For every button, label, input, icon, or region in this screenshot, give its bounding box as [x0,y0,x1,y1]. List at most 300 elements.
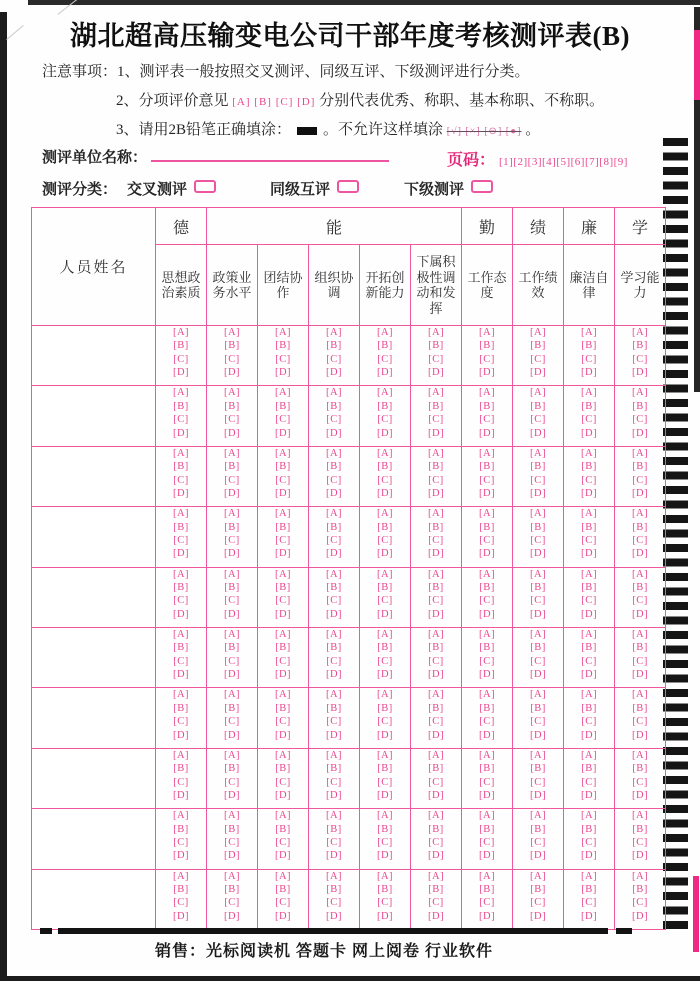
option-bubble[interactable]: [D] [581,669,598,681]
option-bubble[interactable]: [D] [530,488,547,499]
option-bubble[interactable]: [B] [326,883,342,895]
option-bubble[interactable]: [D] [632,488,649,499]
option-bubble[interactable]: [C] [530,776,546,788]
option-bubble[interactable]: [C] [581,716,597,728]
option-bubble[interactable]: [C] [326,595,342,607]
option-bubble[interactable]: [A] [325,508,343,520]
option-bubble[interactable]: [D] [325,548,343,560]
option-bubble[interactable]: [B] [632,521,648,533]
option-bubble[interactable]: [D] [325,850,343,862]
option-bubble[interactable]: [B] [530,702,546,714]
option-bubble[interactable]: [A] [479,628,496,640]
option-bubble[interactable]: [B] [479,340,495,352]
option-bubble[interactable]: [A] [427,810,445,822]
option-bubble[interactable]: [A] [325,568,343,580]
option-bubble[interactable]: [A] [632,689,649,701]
option-bubble[interactable]: [C] [581,897,597,909]
option-bubble[interactable]: [A] [274,568,292,580]
option-bubble[interactable]: [C] [428,534,444,546]
option-bubble[interactable]: [A] [427,387,445,399]
option-bubble[interactable]: [C] [173,353,189,365]
option-bubble[interactable]: [A] [376,810,394,822]
option-bubble[interactable]: [D] [325,669,343,681]
option-bubble[interactable]: [B] [632,763,648,775]
option-bubble[interactable]: [A] [274,387,292,399]
option-bubble[interactable]: [C] [428,897,444,909]
option-bubble[interactable]: [B] [428,461,444,473]
option-bubble[interactable]: [D] [632,910,649,922]
option-bubble[interactable]: [D] [530,608,547,620]
option-bubble[interactable]: [B] [530,883,546,895]
option-bubble[interactable]: [D] [479,367,496,379]
option-bubble[interactable]: [D] [274,729,292,741]
option-bubble[interactable]: [D] [581,789,598,801]
option-bubble[interactable]: [B] [479,642,495,654]
option-bubble[interactable]: [C] [173,897,189,909]
option-bubble[interactable]: [B] [224,883,240,895]
option-bubble[interactable]: [B] [326,461,342,473]
option-bubble[interactable]: [C] [326,534,342,546]
option-bubble[interactable]: [B] [377,581,393,593]
option-bubble[interactable]: [B] [173,581,189,593]
option-bubble[interactable]: [A] [581,689,598,701]
option-bubble[interactable]: [D] [427,669,445,681]
option-bubble[interactable]: [B] [377,702,393,714]
option-bubble[interactable]: [B] [428,702,444,714]
option-bubble[interactable]: [C] [326,414,342,426]
option-bubble[interactable]: [C] [275,414,291,426]
option-bubble[interactable]: [C] [173,414,189,426]
option-bubble[interactable]: [C] [530,595,546,607]
option-bubble[interactable]: [D] [274,789,292,801]
option-bubble[interactable]: [A] [172,508,190,520]
option-bubble[interactable]: [A] [274,810,292,822]
option-bubble[interactable]: [D] [223,850,241,862]
option-bubble[interactable]: [C] [479,716,495,728]
page-number-bubbles[interactable]: [1][2][3][4][5][6][7][8][9] [499,156,628,168]
unit-name-input-line[interactable] [151,142,389,162]
option-bubble[interactable]: [A] [223,749,241,761]
option-bubble[interactable]: [D] [274,669,292,681]
option-bubble[interactable]: [C] [173,776,189,788]
option-bubble[interactable]: [B] [224,702,240,714]
option-bubble[interactable]: [B] [479,400,495,412]
option-bubble[interactable]: [A] [530,447,547,459]
option-bubble[interactable]: [D] [172,488,190,499]
option-bubble[interactable]: [A] [172,387,190,399]
option-bubble[interactable]: [D] [274,608,292,620]
option-bubble[interactable]: [A] [172,628,190,640]
option-bubble[interactable]: [C] [173,716,189,728]
option-bubble[interactable]: [D] [479,608,496,620]
option-bubble[interactable]: [A] [172,810,190,822]
option-bubble[interactable]: [B] [479,581,495,593]
option-bubble[interactable]: [B] [632,340,648,352]
option-bubble[interactable]: [D] [172,548,190,560]
option-bubble[interactable]: [D] [479,548,496,560]
option-bubble[interactable]: [B] [173,642,189,654]
option-bubble[interactable]: [B] [173,823,189,835]
option-bubble[interactable]: [B] [377,340,393,352]
option-bubble[interactable]: [D] [530,850,547,862]
option-bubble[interactable]: [A] [172,749,190,761]
option-bubble[interactable]: [C] [377,353,393,365]
option-bubble[interactable]: [C] [428,353,444,365]
option-bubble[interactable]: [A] [223,870,241,882]
option-bubble[interactable]: [A] [581,568,598,580]
option-bubble[interactable]: [C] [224,776,240,788]
option-bubble[interactable]: [C] [326,776,342,788]
option-bubble[interactable]: [C] [530,716,546,728]
option-bubble[interactable]: [D] [376,488,394,499]
option-bubble[interactable]: [C] [530,414,546,426]
option-bubble[interactable]: [C] [632,414,648,426]
option-bubble[interactable]: [D] [479,910,496,922]
option-bubble[interactable]: [D] [172,367,190,379]
option-bubble[interactable]: [D] [581,427,598,439]
option-bubble[interactable]: [A] [427,568,445,580]
option-bubble[interactable]: [D] [274,488,292,499]
person-name-cell[interactable] [32,869,156,929]
option-bubble[interactable]: [A] [632,568,649,580]
option-bubble[interactable]: [C] [581,474,597,486]
option-bubble[interactable]: [D] [172,789,190,801]
option-bubble[interactable]: [A] [223,327,241,338]
option-bubble[interactable]: [A] [632,810,649,822]
option-bubble[interactable]: [C] [377,655,393,667]
option-bubble[interactable]: [D] [427,608,445,620]
option-bubble[interactable]: [C] [581,655,597,667]
option-bubble[interactable]: [D] [479,488,496,499]
option-bubble[interactable]: [D] [325,729,343,741]
option-bubble[interactable]: [B] [224,823,240,835]
option-bubble[interactable]: [A] [172,447,190,459]
option-bubble[interactable]: [A] [223,689,241,701]
option-bubble[interactable]: [D] [274,850,292,862]
option-bubble[interactable]: [D] [632,669,649,681]
option-bubble[interactable]: [A] [274,508,292,520]
option-bubble[interactable]: [D] [172,910,190,922]
option-bubble[interactable]: [B] [530,521,546,533]
option-bubble[interactable]: [B] [224,400,240,412]
option-bubble[interactable]: [B] [275,702,291,714]
option-bubble[interactable]: [D] [581,367,598,379]
option-bubble[interactable]: [B] [632,400,648,412]
option-bubble[interactable]: [B] [632,461,648,473]
option-bubble[interactable]: [C] [275,655,291,667]
option-bubble[interactable]: [D] [172,427,190,439]
option-bubble[interactable]: [B] [173,521,189,533]
option-bubble[interactable]: [C] [224,716,240,728]
option-bubble[interactable]: [D] [632,367,649,379]
option-bubble[interactable]: [A] [479,568,496,580]
option-bubble[interactable]: [C] [428,776,444,788]
option-bubble[interactable]: [A] [427,628,445,640]
option-bubble[interactable]: [A] [427,447,445,459]
option-bubble[interactable]: [A] [172,327,190,338]
option-bubble[interactable]: [A] [376,568,394,580]
option-bubble[interactable]: [D] [581,608,598,620]
option-bubble[interactable]: [C] [632,655,648,667]
option-bubble[interactable]: [C] [224,474,240,486]
option-bubble[interactable]: [D] [376,608,394,620]
option-bubble[interactable]: [A] [581,508,598,520]
option-bubble[interactable]: [A] [172,689,190,701]
person-name-cell[interactable] [32,326,156,386]
person-name-cell[interactable] [32,627,156,687]
option-bubble[interactable]: [B] [581,883,597,895]
option-bubble[interactable]: [A] [581,447,598,459]
option-bubble[interactable]: [C] [377,716,393,728]
option-bubble[interactable]: [D] [223,729,241,741]
option-bubble[interactable]: [A] [376,508,394,520]
option-bubble[interactable]: [C] [173,534,189,546]
option-bubble[interactable]: [B] [326,400,342,412]
option-bubble[interactable]: [C] [275,716,291,728]
option-bubble[interactable]: [B] [581,642,597,654]
option-bubble[interactable]: [D] [530,669,547,681]
option-bubble[interactable]: [B] [428,340,444,352]
option-bubble[interactable]: [B] [326,521,342,533]
option-bubble[interactable]: [C] [224,897,240,909]
option-bubble[interactable]: [D] [172,850,190,862]
option-bubble[interactable]: [C] [275,474,291,486]
option-bubble[interactable]: [B] [173,702,189,714]
option-bubble[interactable]: [C] [479,836,495,848]
option-bubble[interactable]: [D] [632,608,649,620]
option-bubble[interactable]: [A] [376,689,394,701]
option-bubble[interactable]: [B] [173,461,189,473]
option-bubble[interactable]: [C] [428,414,444,426]
option-bubble[interactable]: [B] [530,400,546,412]
option-bubble[interactable]: [C] [479,595,495,607]
option-bubble[interactable]: [B] [275,521,291,533]
option-bubble[interactable]: [D] [632,548,649,560]
option-bubble[interactable]: [B] [224,340,240,352]
option-bubble[interactable]: [A] [479,749,496,761]
option-bubble[interactable]: [D] [530,367,547,379]
option-bubble[interactable]: [D] [581,729,598,741]
option-bubble[interactable]: [A] [581,810,598,822]
option-bubble[interactable]: [A] [581,327,598,338]
option-bubble[interactable]: [C] [428,836,444,848]
option-bubble[interactable]: [A] [530,810,547,822]
option-bubble[interactable]: [A] [530,749,547,761]
option-bubble[interactable]: [C] [530,353,546,365]
option-bubble[interactable]: [C] [632,716,648,728]
option-bubble[interactable]: [C] [581,414,597,426]
option-bubble[interactable]: [A] [325,327,343,338]
option-bubble[interactable]: [C] [632,595,648,607]
option-bubble[interactable]: [C] [632,897,648,909]
option-bubble[interactable]: [B] [479,702,495,714]
option-bubble[interactable]: [B] [581,763,597,775]
option-bubble[interactable]: [A] [479,810,496,822]
option-bubble[interactable]: [B] [224,581,240,593]
option-bubble[interactable]: [B] [632,883,648,895]
option-bubble[interactable]: [D] [274,427,292,439]
option-bubble[interactable]: [D] [325,789,343,801]
option-bubble[interactable]: [C] [377,776,393,788]
option-bubble[interactable]: [A] [632,870,649,882]
option-bubble[interactable]: [D] [632,427,649,439]
option-bubble[interactable]: [B] [326,642,342,654]
option-bubble[interactable]: [C] [377,595,393,607]
option-bubble[interactable]: [D] [479,789,496,801]
option-bubble[interactable]: [C] [428,474,444,486]
option-bubble[interactable]: [A] [376,749,394,761]
option-bubble[interactable]: [A] [223,568,241,580]
option-bubble[interactable]: [D] [376,548,394,560]
option-bubble[interactable]: [D] [325,608,343,620]
option-bubble[interactable]: [A] [325,387,343,399]
option-bubble[interactable]: [D] [427,367,445,379]
option-bubble[interactable]: [B] [224,642,240,654]
option-bubble[interactable]: [D] [530,729,547,741]
option-bubble[interactable]: [A] [223,387,241,399]
option-bubble[interactable]: [C] [326,716,342,728]
option-bubble[interactable]: [D] [427,910,445,922]
option-bubble[interactable]: [B] [428,642,444,654]
option-bubble[interactable]: [B] [581,823,597,835]
option-bubble[interactable]: [B] [632,702,648,714]
option-bubble[interactable]: [C] [581,595,597,607]
option-bubble[interactable]: [D] [427,850,445,862]
option-bubble[interactable]: [D] [223,789,241,801]
option-bubble[interactable]: [D] [376,367,394,379]
option-bubble[interactable]: [C] [428,716,444,728]
option-bubble[interactable]: [C] [530,534,546,546]
option-bubble[interactable]: [B] [326,340,342,352]
option-bubble[interactable]: [C] [326,836,342,848]
option-bubble[interactable]: [B] [428,581,444,593]
option-bubble[interactable]: [C] [581,534,597,546]
option-bubble[interactable]: [B] [530,823,546,835]
option-bubble[interactable]: [D] [376,850,394,862]
option-bubble[interactable]: [A] [274,689,292,701]
option-bubble[interactable]: [A] [325,810,343,822]
option-bubble[interactable]: [A] [530,870,547,882]
option-bubble[interactable]: [B] [581,581,597,593]
option-bubble[interactable]: [C] [224,595,240,607]
option-bubble[interactable]: [A] [479,447,496,459]
option-bubble[interactable]: [C] [479,414,495,426]
option-bubble[interactable]: [D] [223,548,241,560]
category-subordinate-eval-checkbox[interactable] [471,180,493,193]
option-bubble[interactable]: [C] [275,836,291,848]
option-bubble[interactable]: [A] [427,870,445,882]
option-bubble[interactable]: [A] [427,689,445,701]
option-bubble[interactable]: [A] [632,447,649,459]
option-bubble[interactable]: [C] [530,655,546,667]
option-bubble[interactable]: [C] [581,353,597,365]
option-bubble[interactable]: [A] [376,327,394,338]
option-bubble[interactable]: [A] [223,810,241,822]
option-bubble[interactable]: [C] [479,474,495,486]
option-bubble[interactable]: [D] [223,910,241,922]
option-bubble[interactable]: [A] [376,870,394,882]
option-bubble[interactable]: [B] [479,883,495,895]
option-bubble[interactable]: [D] [427,729,445,741]
option-bubble[interactable]: [D] [223,669,241,681]
person-name-cell[interactable] [32,567,156,627]
option-bubble[interactable]: [C] [173,595,189,607]
category-cross-eval-checkbox[interactable] [194,180,216,193]
option-bubble[interactable]: [C] [377,836,393,848]
person-name-cell[interactable] [32,446,156,506]
option-bubble[interactable]: [A] [172,568,190,580]
option-bubble[interactable]: [B] [581,340,597,352]
option-bubble[interactable]: [D] [223,608,241,620]
option-bubble[interactable]: [B] [581,702,597,714]
option-bubble[interactable]: [B] [326,702,342,714]
option-bubble[interactable]: [C] [632,474,648,486]
option-bubble[interactable]: [A] [427,327,445,338]
option-bubble[interactable]: [B] [173,883,189,895]
option-bubble[interactable]: [C] [377,897,393,909]
option-bubble[interactable]: [C] [275,776,291,788]
option-bubble[interactable]: [C] [224,836,240,848]
option-bubble[interactable]: [D] [376,789,394,801]
option-bubble[interactable]: [C] [377,534,393,546]
option-bubble[interactable]: [D] [530,910,547,922]
option-bubble[interactable]: [D] [427,427,445,439]
option-bubble[interactable]: [A] [530,568,547,580]
option-bubble[interactable]: [B] [224,521,240,533]
option-bubble[interactable]: [A] [223,447,241,459]
option-bubble[interactable]: [D] [427,488,445,499]
option-bubble[interactable]: [B] [530,461,546,473]
option-bubble[interactable]: [B] [326,823,342,835]
option-bubble[interactable]: [C] [479,353,495,365]
option-bubble[interactable]: [D] [479,850,496,862]
option-bubble[interactable]: [B] [326,581,342,593]
option-bubble[interactable]: [B] [173,400,189,412]
option-bubble[interactable]: [D] [172,669,190,681]
option-bubble[interactable]: [B] [530,581,546,593]
option-bubble[interactable]: [D] [581,910,598,922]
option-bubble[interactable]: [D] [427,548,445,560]
option-bubble[interactable]: [C] [581,836,597,848]
person-name-cell[interactable] [32,809,156,869]
option-bubble[interactable]: [D] [172,608,190,620]
option-bubble[interactable]: [D] [376,669,394,681]
option-bubble[interactable]: [D] [479,427,496,439]
option-bubble[interactable]: [A] [427,749,445,761]
option-bubble[interactable]: [B] [581,521,597,533]
option-bubble[interactable]: [D] [325,488,343,499]
option-bubble[interactable]: [D] [530,789,547,801]
option-bubble[interactable]: [D] [325,910,343,922]
option-bubble[interactable]: [B] [377,763,393,775]
option-bubble[interactable]: [D] [223,427,241,439]
option-bubble[interactable]: [D] [581,488,598,499]
option-bubble[interactable]: [A] [479,508,496,520]
option-bubble[interactable]: [A] [479,327,496,338]
option-bubble[interactable]: [B] [428,400,444,412]
person-name-cell[interactable] [32,386,156,446]
option-bubble[interactable]: [C] [530,836,546,848]
option-bubble[interactable]: [A] [274,447,292,459]
option-bubble[interactable]: [A] [223,508,241,520]
option-bubble[interactable]: [C] [479,776,495,788]
option-bubble[interactable]: [A] [530,508,547,520]
option-bubble[interactable]: [D] [479,669,496,681]
option-bubble[interactable]: [A] [325,870,343,882]
option-bubble[interactable]: [C] [377,474,393,486]
option-bubble[interactable]: [C] [275,534,291,546]
option-bubble[interactable]: [D] [530,427,547,439]
